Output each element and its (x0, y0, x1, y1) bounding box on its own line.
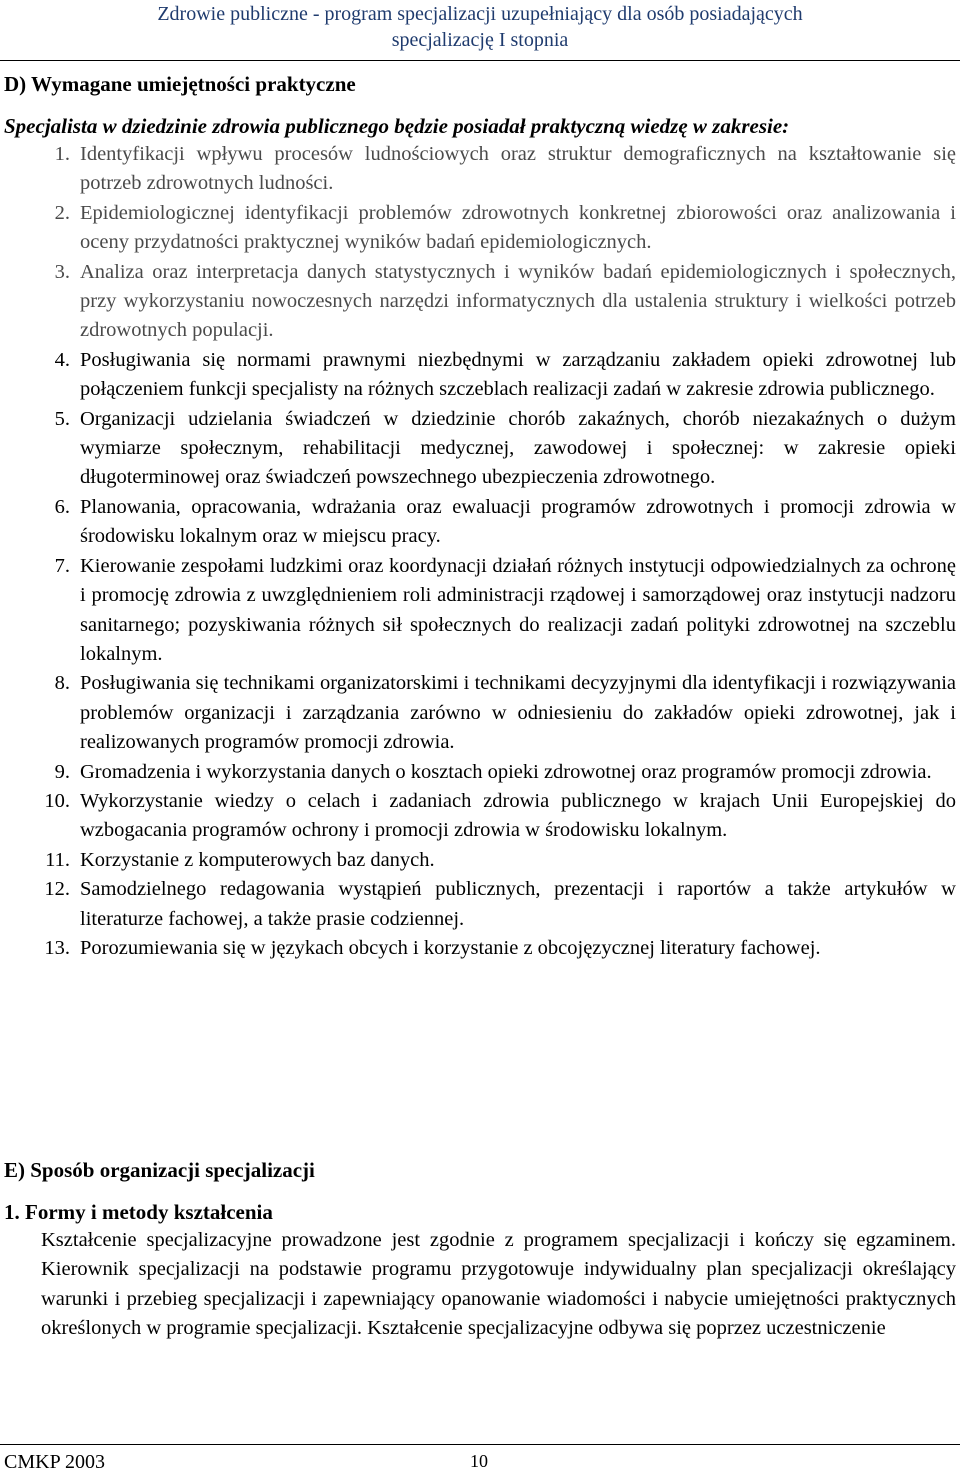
list-item-number: 2. (54, 201, 70, 224)
list-item (0, 846, 960, 875)
list-item (0, 552, 960, 670)
list-item-text: Epidemiologicznej identyfikacji problemów zdrowotnych konkretnej zbiorowości oraz analizowania i oceny przydatności praktycznej wyników badań epidemiologicznych. (80, 201, 956, 254)
forms-methods-subheading: 1. Formy i metody kształcenia (4, 1200, 273, 1224)
list-item (0, 199, 960, 258)
list-item (0, 934, 960, 963)
footer-publisher: CMKP 2003 (4, 1451, 105, 1473)
section-d-heading: D) Wymagane umiejętności praktyczne (4, 72, 356, 96)
footer-divider (0, 1444, 960, 1445)
list-item-number: 12. (44, 878, 70, 901)
list-item (0, 346, 960, 405)
list-item (0, 493, 960, 552)
list-item-number: 10. (44, 789, 70, 812)
list-item (0, 258, 960, 346)
list-item-number: 13. (44, 936, 70, 959)
list-item-text: Korzystanie z komputerowych baz danych. (80, 848, 435, 871)
list-item-number: 1. (54, 143, 70, 165)
list-item-text: Planowania, opracowania, wdrażania oraz ewaluacji programów zdrowotnych i promocji zdrowia w środowisku lokalnym oraz w miejscu pracy. (80, 495, 956, 548)
list-item-text: Samodzielnego redagowania wystąpień publicznych, prezentacji i raportów a także artykułów w literaturze fachowej, a także prasie codziennej. (80, 878, 956, 930)
page-number: 10 (470, 1451, 488, 1471)
list-item-number: 5. (54, 407, 70, 430)
list-item-text: Posługiwania się technikami organizatorskimi i technikami decyzyjnymi dla identyfikacji i rozwiązywania problemów organizacji i zarządzania zarówno w odniesieniu do zakładów opieki zdrowotnej, jak i realizowanych programów promocji zdrowia. (80, 672, 956, 754)
list-item-number: 6. (54, 495, 70, 518)
skills-list (0, 140, 960, 963)
forms-methods-paragraph: Kształcenie specjalizacyjne prowadzone jest zgodnie z programem specjalizacji i kończy się egzaminem. Kierownik specjalizacji na podstawie programu przygotowuje indywidualny plan specjalizacji określający warunki i przebieg specjalizacji i zapewniający opanowanie wiadomości i nabycie umiejętności praktycznych określonych w programie specjalizacji. Kształcenie specjalizacyjne odbywa się poprzez uczestniczenie (41, 1229, 956, 1340)
list-item-text: Identyfikacji wpływu procesów ludnościowych oraz struktur demograficznych na kształtowanie się potrzeb zdrowotnych ludności. (80, 143, 956, 195)
list-item-number: 4. (54, 348, 70, 371)
header-title-line-2: specjalizację I stopnia (391, 29, 569, 51)
list-item-number: 9. (54, 760, 70, 783)
header-divider (0, 60, 960, 61)
list-item (0, 140, 960, 199)
list-item-text: Porozumiewania się w językach obcych i korzystanie z obcojęzycznej literatury fachowej. (80, 936, 821, 959)
section-d-intro: Specjalista w dziedzinie zdrowia publicznego będzie posiadał praktyczną wiedzę w zakresie: (4, 114, 790, 138)
list-item (0, 787, 960, 846)
list-item-text: Kierowanie zespołami ludzkimi oraz koordynacji działań różnych instytucji odpowiedzialnych za ochronę i promocję zdrowia z uwzględnieniem roli administracji rządowej i samorządowej oraz instytucji nadzoru sanitarnego; pozyskiwania różnych sił społecznych do realizacji zadań polityki zdrowotnej na szczeblu lokalnym. (80, 554, 956, 665)
list-item-text: Wykorzystanie wiedzy o celach i zadaniach zdrowia publicznego w krajach Unii Europejskiej do wzbogacania programów ochrony i promocji zdrowia w środowisku lokalnym. (80, 789, 956, 842)
list-item-text: Analiza oraz interpretacja danych statystycznych i wyników badań epidemiologicznych i społecznych, przy wykorzystaniu nowoczesnych narzędzi informatycznych dla ustalenia struktury i wielkości potrzeb zdrowotnych populacji. (80, 260, 956, 342)
header-title-line-1: Zdrowie publiczne - program specjalizacji uzupełniający dla osób posiadających (157, 3, 803, 25)
list-item (0, 669, 960, 757)
list-item-number: 8. (54, 672, 70, 695)
list-item (0, 875, 960, 934)
list-item-text: Posługiwania się normami prawnymi niezbędnymi w zarządzaniu zakładem opieki zdrowotnej lub połączeniem funkcji specjalisty na różnych szczeblach realizacji zadań w zakresie zdrowia publicznego. (80, 348, 956, 401)
list-item-number: 11. (45, 848, 70, 871)
list-item (0, 405, 960, 493)
list-item-number: 7. (54, 554, 70, 577)
list-item-number: 3. (54, 260, 70, 283)
list-item (0, 758, 960, 787)
section-e-heading: E) Sposób organizacji specjalizacji (4, 1158, 315, 1182)
list-item-text: Gromadzenia i wykorzystania danych o kosztach opieki zdrowotnej oraz programów promocji zdrowia. (80, 760, 932, 783)
list-item-text: Organizacji udzielania świadczeń w dziedzinie chorób zakaźnych, chorób niezakaźnych o dużym wymiarze społecznym, rehabilitacji medycznej, zawodowej i społecznej: w zakresie opieki długoterminowej oraz świadczeń powszechnego ubezpieczenia zdrowotnego. (80, 407, 956, 489)
